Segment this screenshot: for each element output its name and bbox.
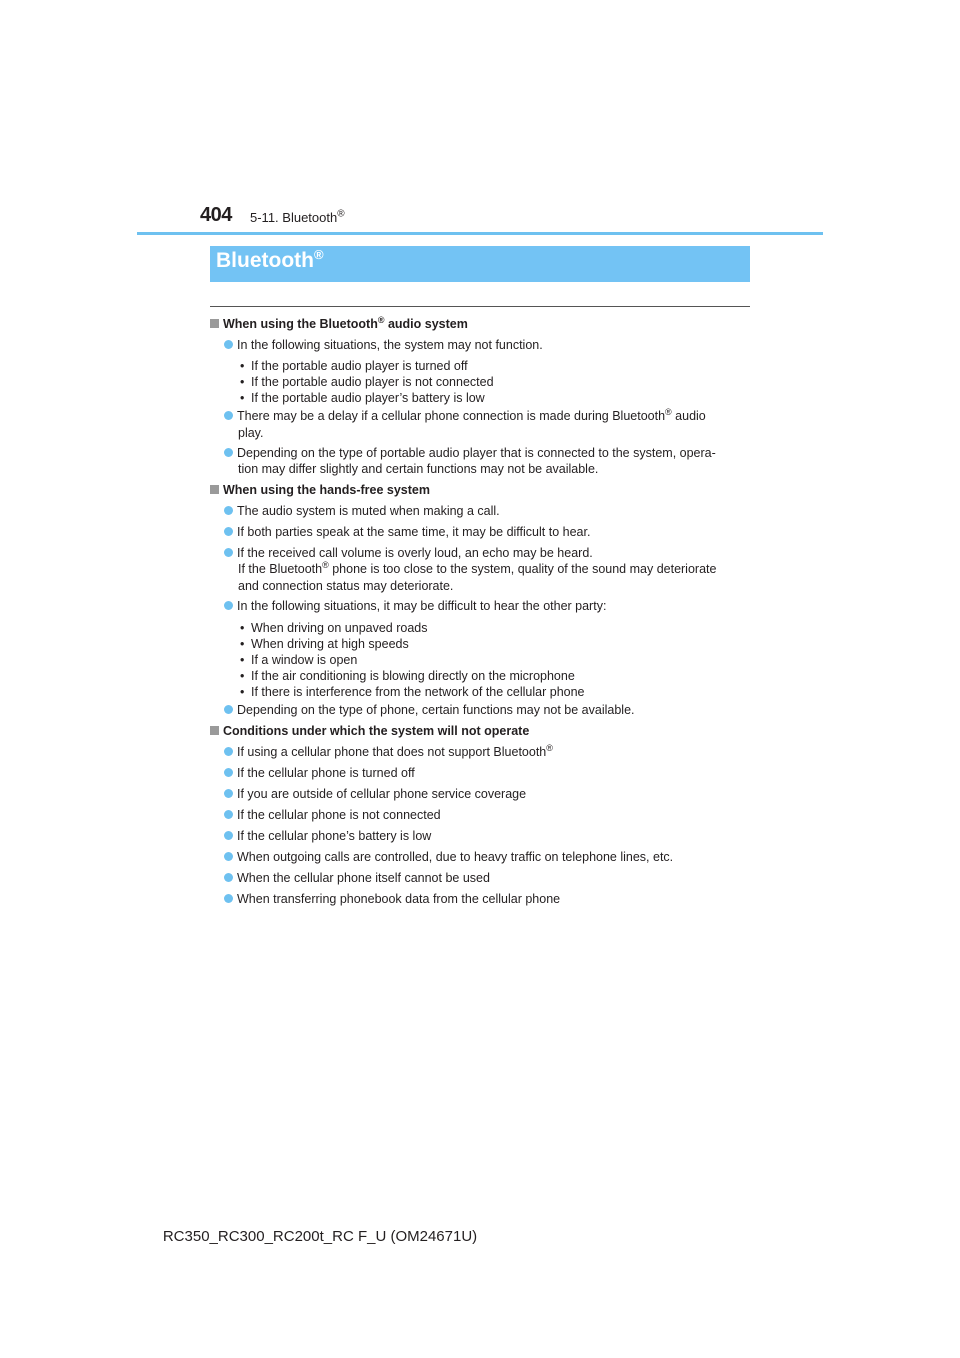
circle-bullet-icon bbox=[224, 873, 233, 882]
continuation-text: tion may differ slightly and certain functions may not be available. bbox=[238, 462, 599, 476]
continuation-text: play. bbox=[238, 426, 264, 440]
bullet-item: If the cellular phone is turned off bbox=[224, 765, 415, 781]
section-heading: When using the Bluetooth® audio system bbox=[210, 316, 468, 332]
bullet-item: If you are outside of cellular phone service coverage bbox=[224, 786, 526, 802]
square-bullet-icon bbox=[210, 726, 219, 735]
bullet-item: Depending on the type of phone, certain functions may not be available. bbox=[224, 702, 635, 718]
sub-list-item: • If the portable audio player is not connected bbox=[240, 375, 494, 389]
bullet-item: If the cellular phone’s battery is low bbox=[224, 828, 431, 844]
bullet-item: Depending on the type of portable audio player that is connected to the system, opera- bbox=[224, 445, 716, 461]
bullet-item: When transferring phonebook data from the cellular phone bbox=[224, 891, 560, 907]
bullet-item: In the following situations, the system may not function. bbox=[224, 337, 543, 353]
dot-marker-icon: • bbox=[240, 637, 245, 651]
circle-bullet-icon bbox=[224, 852, 233, 861]
circle-bullet-icon bbox=[224, 894, 233, 903]
bullet-item: When outgoing calls are controlled, due to heavy traffic on telephone lines, etc. bbox=[224, 849, 673, 865]
dot-marker-icon: • bbox=[240, 391, 245, 405]
bullet-item: If using a cellular phone that does not support Bluetooth® bbox=[224, 744, 553, 760]
circle-bullet-icon bbox=[224, 448, 233, 457]
circle-bullet-icon bbox=[224, 340, 233, 349]
bullet-item: There may be a delay if a cellular phone connection is made during Bluetooth® audio bbox=[224, 408, 706, 424]
sub-list-item: • When driving on unpaved roads bbox=[240, 621, 428, 635]
sub-list-item: • If the portable audio player’s battery is low bbox=[240, 391, 485, 405]
square-bullet-icon bbox=[210, 319, 219, 328]
continuation-text: If the Bluetooth® phone is too close to the system, quality of the sound may deteriorate bbox=[238, 559, 717, 576]
bullet-item: In the following situations, it may be difficult to hear the other party: bbox=[224, 598, 606, 614]
dot-marker-icon: • bbox=[240, 359, 245, 373]
bullet-item: If both parties speak at the same time, it may be difficult to hear. bbox=[224, 524, 590, 540]
circle-bullet-icon bbox=[224, 747, 233, 756]
sub-list-item: • If the portable audio player is turned off bbox=[240, 359, 468, 373]
square-bullet-icon bbox=[210, 485, 219, 494]
dot-marker-icon: • bbox=[240, 669, 245, 683]
sub-list-item: • If a window is open bbox=[240, 653, 358, 667]
dot-marker-icon: • bbox=[240, 621, 245, 635]
section-heading: Conditions under which the system will not operate bbox=[210, 723, 529, 739]
dot-marker-icon: • bbox=[240, 653, 245, 667]
circle-bullet-icon bbox=[224, 548, 233, 557]
header-rule bbox=[137, 232, 823, 235]
circle-bullet-icon bbox=[224, 601, 233, 610]
dot-marker-icon: • bbox=[240, 685, 245, 699]
sub-list-item: • If the air conditioning is blowing directly on the microphone bbox=[240, 669, 575, 683]
title-bar bbox=[210, 246, 750, 282]
continuation-text: and connection status may deteriorate. bbox=[238, 579, 454, 593]
circle-bullet-icon bbox=[224, 411, 233, 420]
circle-bullet-icon bbox=[224, 506, 233, 515]
page-header bbox=[0, 0, 960, 240]
page-number: 404 bbox=[200, 204, 232, 226]
section-title: 5-11. Bluetooth® bbox=[250, 208, 345, 225]
dot-marker-icon: • bbox=[240, 375, 245, 389]
circle-bullet-icon bbox=[224, 768, 233, 777]
footer-model: RC350_RC300_RC200t_RC F_U (OM24671U) bbox=[162, 1228, 478, 1245]
bullet-item: When the cellular phone itself cannot be used bbox=[224, 870, 490, 886]
section-heading: When using the hands-free system bbox=[210, 482, 430, 498]
sub-list-item: • When driving at high speeds bbox=[240, 637, 409, 651]
bullet-item: If the cellular phone is not connected bbox=[224, 807, 441, 823]
circle-bullet-icon bbox=[224, 527, 233, 536]
bullet-item: The audio system is muted when making a call. bbox=[224, 503, 500, 519]
circle-bullet-icon bbox=[224, 789, 233, 798]
bullet-item: If the received call volume is overly loud, an echo may be heard. bbox=[224, 545, 593, 561]
content-rule bbox=[210, 306, 750, 307]
sub-list-item: • If there is interference from the network of the cellular phone bbox=[240, 685, 585, 699]
circle-bullet-icon bbox=[224, 831, 233, 840]
circle-bullet-icon bbox=[224, 810, 233, 819]
circle-bullet-icon bbox=[224, 705, 233, 714]
page-title: Bluetooth® bbox=[216, 247, 324, 272]
